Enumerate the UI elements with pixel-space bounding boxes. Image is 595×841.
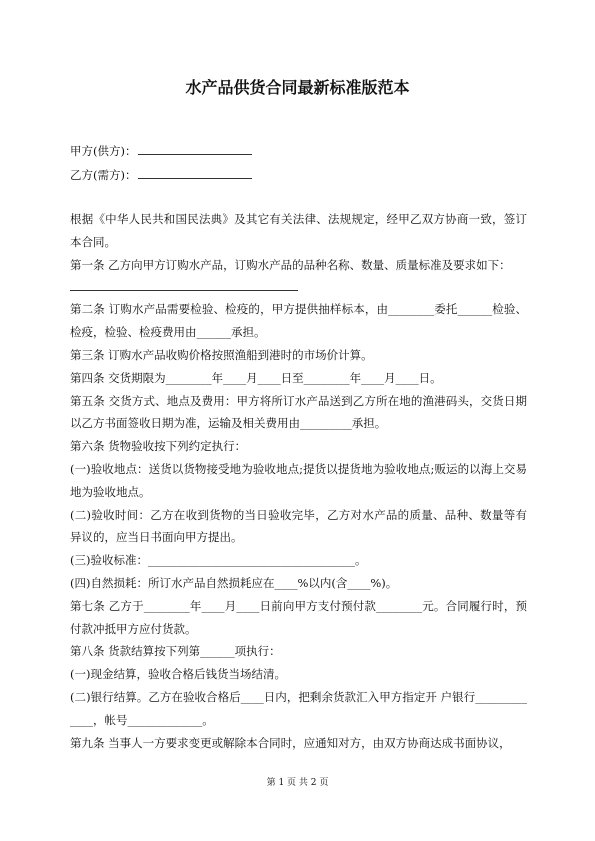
- article-9: 第九条 当事人一方要求变更或解除本合同时，应通知对方，由双方协商达成书面协议，: [70, 735, 511, 750]
- party-a-label: 甲方(供方)：: [70, 144, 137, 158]
- article-6-item-2: (二)验收时间：乙方在收到货物的当日验收完毕，乙方对水产品的质量、品种、数量等有异议的，应当日书面向甲方提出。: [70, 507, 527, 545]
- article-4: 第四条 交货期限为________年____月____日至________年____月____日。: [70, 370, 442, 385]
- party-b-label: 乙方(需方)：: [70, 168, 137, 182]
- article-7: 第七条 乙方于________年____月____日前向甲方支付预付款________元。合同履行时，预付款冲抵甲方应付货款。: [70, 598, 527, 636]
- party-a-blank: [138, 142, 252, 155]
- document-title: 水产品供货合同最新标准版范本: [185, 78, 410, 97]
- article-6-item-4: (四)自然损耗：所订水产品自然损耗应在____%以内(含____%)。: [70, 575, 398, 590]
- article-2: 第二条 订购水产品需要检验、检疫的，甲方提供抽样标本，由________委托______检验、检疫，检验、检疫费用由______承担。: [70, 302, 527, 340]
- party-b-line: [70, 166, 252, 183]
- article-6-item-1: (一)验收地点：送货以货物接受地为验收地点;提货以提货地为验收地点;贩运的以海上交易地为验收地点。: [70, 461, 527, 499]
- article-8: 第八条 货款结算按下列第______项执行：: [70, 644, 281, 659]
- page-footer: 第 1 页 共 2 页: [266, 778, 329, 788]
- article-3: 第三条 订购水产品收购价格按照渔船到港时的市场价计算。: [70, 347, 373, 362]
- article-8-item-1: (一)现金结算，验收合格后钱货当场结清。: [70, 667, 286, 682]
- party-b-blank: [138, 166, 252, 179]
- preamble-paragraph: 根据《中华人民共和国民法典》及其它有关法律、法规规定，经甲乙双方协商一致，签订本合同。: [70, 212, 527, 249]
- article-6: 第六条 货物验收按下列约定执行：: [70, 439, 247, 454]
- article-8-item-2: (二)银行结算。乙方在验收合格后____日内，把剩余货款汇入甲方指定开 户银行_____________，帐号_____________。: [70, 689, 527, 727]
- contract-body: [70, 208, 527, 754]
- article-1-blank-line: [70, 276, 298, 291]
- article-5: 第五条 交货方式、地点及费用：甲方将所订水产品送到乙方所在地的渔港码头，交货日期以乙方书面签收日期为准，运输及相关费用由_________承担。: [70, 393, 527, 431]
- article-1: 第一条 乙方向甲方订购水产品，订购水产品的品种名称、数量、质量标准及要求如下：: [70, 257, 511, 272]
- article-6-item-3: (三)验收标准：____________________________________。: [70, 553, 367, 568]
- party-a-line: [70, 142, 252, 159]
